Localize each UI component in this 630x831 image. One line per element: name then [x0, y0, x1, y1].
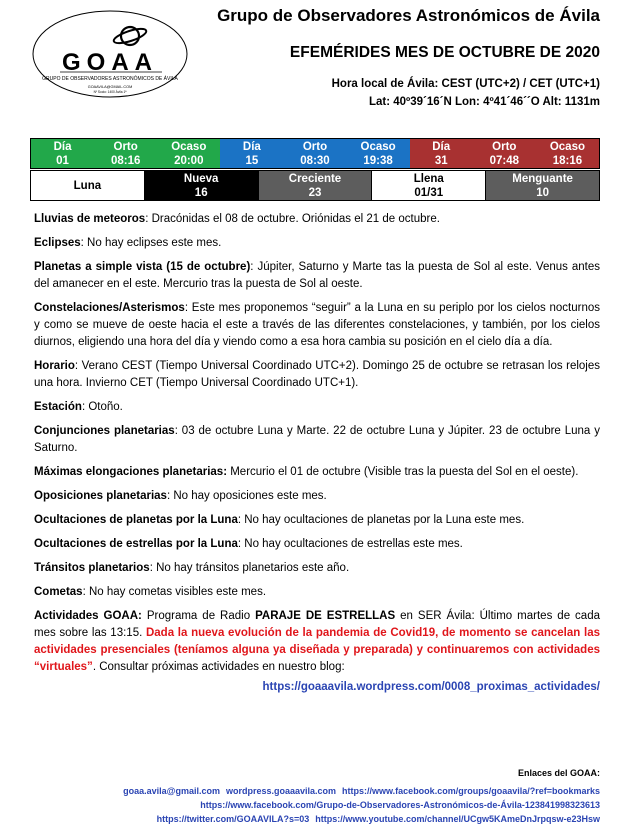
sun-group-15 — [220, 139, 409, 168]
hora-local: Hora local de Ávila: CEST (UTC+2) / CET (UTC+1) — [331, 78, 600, 90]
section-eclipses: Eclipses: No hay eclipses este mes. — [34, 237, 222, 249]
section-actividades: Actividades GOAA: Programa de Radio PARAJE DE ESTRELLAS en SER Ávila: Último martes de cada mes sobre las 13:15. Dada la nueva evolución de la pandemia de Covid19, de momento se cancelan las actividades presenciales (teníamos alguna ya diseñada y preparada) y continuaremos con actividades “virtuales”. Consultar próximas actividades en nuestro blog: — [34, 610, 600, 673]
section-lluvias: Lluvias de meteoros: Dracónidas el 08 de octubre. Oriónidas el 21 de octubre. — [34, 213, 440, 225]
sun-cell: Día 15 — [242, 141, 261, 167]
section-cometas: Cometas: No hay cometas visibles este mes. — [34, 586, 267, 598]
section-conjunciones: Conjunciones planetarias: 03 de octubre Luna y Marte. 22 de octubre Luna y Júpiter. 23 de octubre Luna y Saturno. — [34, 425, 600, 454]
sun-group-31 — [410, 139, 599, 168]
section-transitos: Tránsitos planetarios: No hay tránsitos planetarios este año. — [34, 562, 350, 574]
logo-text-3: Nº Socio: 1400 Ávila 1ª — [93, 90, 127, 94]
sun-cell: Orto 07:48 — [489, 141, 520, 167]
moon-phase-llena: Llena 01/31 — [371, 171, 485, 200]
section-horario: Horario: Verano CEST (Tiempo Universal Coordinado UTC+2). Domingo 25 de octubre se retrasan los relojes una hora. Invierno CET (Tiempo Universal Coordinado UTC+1). — [34, 360, 600, 389]
sun-cell: Orto 08:30 — [300, 141, 330, 167]
youtube-link[interactable]: https://www.youtube.com/channel/UCgw5KAmeDnJrpqsw-e23Hsw — [315, 814, 600, 824]
logo-text-1: GRUPO DE OBSERVADORES ASTRONÓMICOS DE ÁVILA — [42, 76, 178, 82]
section-estacion: Estación: Otoño. — [34, 401, 123, 413]
moon-phase-creciente: Creciente 23 — [258, 171, 372, 200]
sun-cell: Ocaso 20:00 — [171, 141, 207, 167]
section-planetas: Planetas a simple vista (15 de octubre): Júpiter, Saturno y Marte tas la puesta de Sol al este. Venus antes del amanecer en el este. Mercurio tras la puesta de Sol al oeste. — [34, 261, 601, 290]
sun-cell: Ocaso 18:16 — [549, 141, 586, 167]
sun-table — [30, 138, 600, 169]
goaa-logo — [30, 8, 190, 100]
coordinates: Lat: 40º39´16´N Lon: 4º41´46´´O Alt: 1131m — [368, 96, 600, 108]
moon-phase-menguante: Menguante 10 — [485, 171, 599, 200]
blog-link[interactable]: https://goaaavila.wordpress.com/0008_proximas_actividades/ — [262, 681, 600, 693]
links-title: Enlaces del GOAA: — [517, 768, 600, 778]
facebook-group-link[interactable]: https://www.facebook.com/groups/goaavila/?ref=bookmarks — [342, 786, 600, 796]
sun-cell: Orto 08:16 — [110, 141, 141, 167]
wordpress-link[interactable]: wordpress.goaaavila.com — [225, 786, 337, 796]
section-ocult-estrellas: Ocultaciones de estrellas por la Luna: No hay ocultaciones de estrellas este mes. — [34, 538, 463, 550]
doc-title: EFEMÉRIDES MES DE OCTUBRE DE 2020 — [289, 44, 600, 61]
section-oposiciones: Oposiciones planetarias: No hay oposiciones este mes. — [34, 490, 327, 502]
logo-text-2: GOAAVILA@GMAIL.COM — [87, 85, 133, 89]
sun-cell: Día 01 — [53, 141, 72, 167]
email-link[interactable]: goaa.avila@gmail.com — [123, 786, 220, 796]
section-ocult-planetas: Ocultaciones de planetas por la Luna: No hay ocultaciones de planetas por la Luna este mes. — [34, 514, 525, 526]
links-block — [30, 784, 600, 826]
sun-group-01 — [31, 139, 220, 168]
twitter-link[interactable]: https://twitter.com/GOAAVILA?s=03 — [156, 814, 310, 824]
covid-notice: Dada la nueva evolución de la pandemia de Covid19, de momento se cancelan las actividades presenciales (teníamos alguna ya diseñada y preparada) y continuaremos con actividades “virtuales” — [34, 627, 600, 673]
moon-label: Luna — [31, 171, 144, 200]
org-title: Grupo de Observadores Astronómicos de Ávila — [217, 6, 600, 25]
ephemeris-body — [34, 211, 600, 703]
section-constelaciones: Constelaciones/Asterismos: Este mes proponemos “seguir” a la Luna en su periplo por los cielos nocturnos y como se mueve de oeste hacia el este a través de las diferentes constelaciones, y también, por los cielos diurnos, eligiendo una hora del día y viendo como a esa hora cambia su posición en el cielo día a día. — [34, 302, 600, 348]
logo-letters: GOAA — [62, 49, 158, 76]
moon-table — [30, 170, 600, 201]
sun-cell: Ocaso 19:38 — [360, 141, 396, 167]
moon-phase-nueva: Nueva 16 — [144, 171, 258, 200]
sun-cell: Día 31 — [432, 141, 451, 167]
facebook-page-link[interactable]: https://www.facebook.com/Grupo-de-Observadores-Astronómicos-de-Ávila-123841998323613 — [200, 800, 600, 810]
section-elongaciones: Máximas elongaciones planetarias: Mercurio el 01 de octubre (Visible tras la puesta del Sol en el oeste). — [34, 466, 579, 478]
